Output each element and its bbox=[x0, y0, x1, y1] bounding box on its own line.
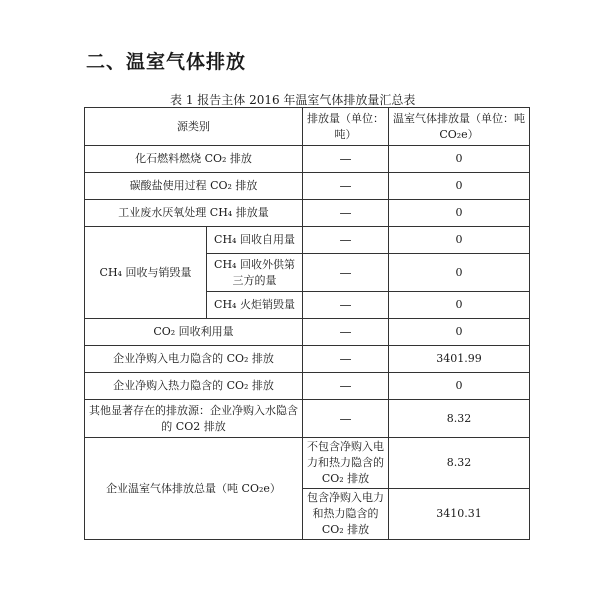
row-label: CO₂ 回收利用量 bbox=[85, 319, 303, 346]
table-header-row bbox=[85, 108, 530, 146]
table-row bbox=[85, 173, 530, 200]
row-emission: — bbox=[303, 146, 389, 173]
row-label: 化石燃料燃烧 CO₂ 排放 bbox=[85, 146, 303, 173]
table-row bbox=[85, 200, 530, 227]
row-co2e: 3410.31 bbox=[389, 489, 530, 540]
row-emission: — bbox=[303, 254, 389, 292]
row-co2e: 0 bbox=[389, 227, 530, 254]
row-label: 企业净购入热力隐含的 CO₂ 排放 bbox=[85, 373, 303, 400]
row-label: 碳酸盐使用过程 CO₂ 排放 bbox=[85, 173, 303, 200]
row-label: CH₄ 火炬销毁量 bbox=[207, 292, 303, 319]
row-co2e: 8.32 bbox=[389, 438, 530, 489]
header-emission: 排放量（单位：吨） bbox=[303, 108, 389, 146]
row-co2e: 0 bbox=[389, 292, 530, 319]
header-source: 源类别 bbox=[85, 108, 303, 146]
table-row bbox=[85, 227, 530, 254]
row-emission: — bbox=[303, 346, 389, 373]
row-emission: — bbox=[303, 400, 389, 438]
table-row bbox=[85, 346, 530, 373]
row-emission: — bbox=[303, 227, 389, 254]
table-row bbox=[85, 319, 530, 346]
row-label: 企业净购入电力隐含的 CO₂ 排放 bbox=[85, 346, 303, 373]
row-emission: — bbox=[303, 200, 389, 227]
table-row bbox=[85, 146, 530, 173]
row-label: 工业废水厌氧处理 CH₄ 排放量 bbox=[85, 200, 303, 227]
section-title: 二、温室气体排放 bbox=[86, 51, 247, 73]
row-co2e: 0 bbox=[389, 319, 530, 346]
row-emission: — bbox=[303, 373, 389, 400]
row-label: CH₄ 回收自用量 bbox=[207, 227, 303, 254]
row-co2e: 0 bbox=[389, 254, 530, 292]
row-co2e: 0 bbox=[389, 146, 530, 173]
row-co2e: 0 bbox=[389, 200, 530, 227]
table-row bbox=[85, 400, 530, 438]
table-row bbox=[85, 438, 530, 489]
row-co2e: 0 bbox=[389, 173, 530, 200]
row-emission: — bbox=[303, 292, 389, 319]
row-co2e: 8.32 bbox=[389, 400, 530, 438]
row-emission: — bbox=[303, 173, 389, 200]
row-label: CH₄ 回收外供第三方的量 bbox=[207, 254, 303, 292]
row-label: 其他显著存在的排放源：企业净购入水隐含的 CO2 排放 bbox=[85, 400, 303, 438]
row-emission: — bbox=[303, 319, 389, 346]
table-row bbox=[85, 373, 530, 400]
row-co2e: 0 bbox=[389, 373, 530, 400]
group-label: CH₄ 回收与销毁量 bbox=[85, 227, 207, 319]
row-label: 不包含净购入电力和热力隐含的 CO₂ 排放 bbox=[303, 438, 389, 489]
row-label: 包含净购入电力和热力隐含的 CO₂ 排放 bbox=[303, 489, 389, 540]
table-caption: 表 1 报告主体 2016 年温室气体排放量汇总表 bbox=[170, 93, 416, 107]
header-co2e: 温室气体排放量（单位：吨 CO₂e） bbox=[389, 108, 530, 146]
row-co2e: 3401.99 bbox=[389, 346, 530, 373]
emissions-summary-table bbox=[84, 107, 530, 540]
total-label: 企业温室气体排放总量（吨 CO₂e） bbox=[85, 438, 303, 540]
